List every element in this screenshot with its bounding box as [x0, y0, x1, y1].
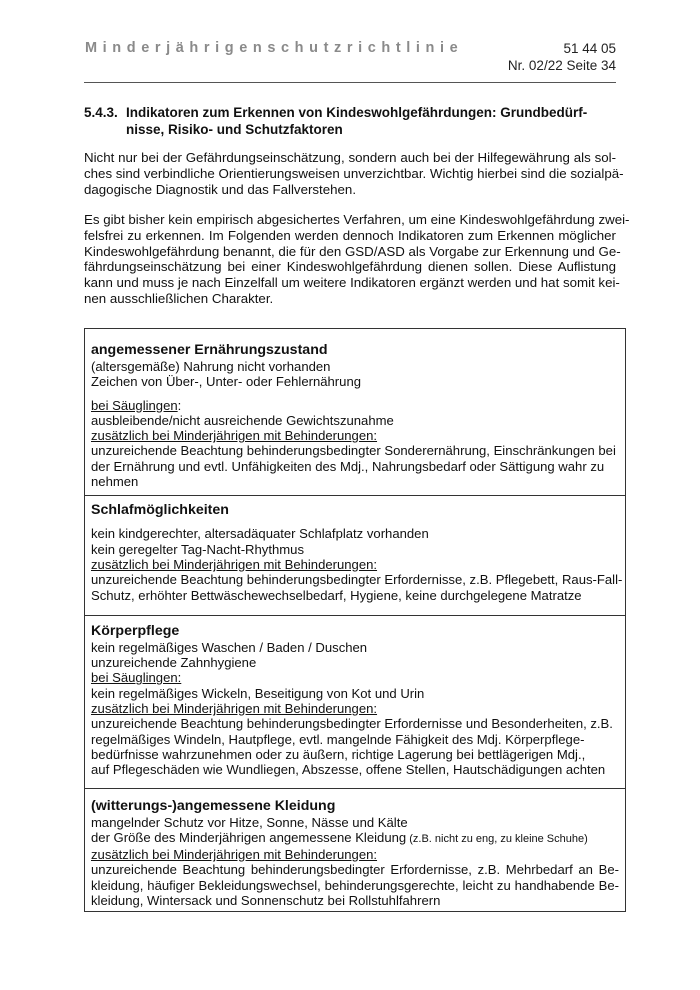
row-line: kein regelmäßiges Waschen / Baden / Duschen: [91, 639, 368, 655]
paragraph-line: nen ausschließlichen Charakter.: [84, 290, 274, 306]
row-line: unzureichende Beachtung behinderungsbedingter Sonderernährung, Einschränkungen bei: [91, 443, 616, 459]
table-row-sleep: [85, 496, 625, 615]
section-number: 5.4.3.: [84, 105, 118, 120]
row-line: Schutz, erhöhter Bettwäschewechselbedarf, Hygiene, keine durchgelegene Matratze: [91, 587, 582, 603]
indicator-table: [84, 328, 626, 912]
section-title-line: nisse, Risiko- und Schutzfaktoren: [126, 122, 343, 137]
row-line: unzureichende Zahnhygiene: [91, 655, 257, 671]
table-row-hygiene: [85, 616, 625, 789]
disability-label: zusätzlich bei Minderjährigen mit Behinderungen:: [91, 847, 378, 863]
row-line: unzureichende Beachtung behinderungsbedingter Erfordernisse, z.B. Mehrbedarf an Be-: [91, 862, 619, 878]
row-line: mangelnder Schutz vor Hitze, Sonne, Nässe und Kälte: [91, 814, 408, 830]
header-title: Minderjährigenschutzrichtlinie: [85, 40, 464, 56]
disability-label: zusätzlich bei Minderjährigen mit Behinderungen:: [91, 556, 378, 572]
row-line-with-note: [91, 830, 619, 847]
paragraph-intro: [84, 150, 624, 197]
row-line: kein kindgerechter, altersadäquater Schlafplatz vorhanden: [91, 526, 429, 542]
row-line: (altersgemäße) Nahrung nicht vorhanden: [91, 359, 331, 374]
header-reference: [508, 40, 616, 74]
row-title: Körperpflege: [91, 622, 180, 639]
disability-label: zusätzlich bei Minderjährigen mit Behinderungen:: [91, 701, 378, 717]
table-row-clothing: [85, 789, 625, 912]
paragraph-line: ches sind verbindliche Orientierungsweisen unverzichtbar. Wichtig hierbei sind die sozialpä-: [84, 165, 624, 181]
infants-colon: :: [177, 397, 182, 413]
paragraph-line: dagogische Diagnostik und das Fallverstehen.: [84, 181, 357, 197]
row-line: kleidung, häufiger Bekleidungswechsel, behinderungsgerechte, leicht zu handhabende Be-: [91, 877, 619, 893]
row-line: ausbleibende/nicht ausreichende Gewichtszunahme: [91, 412, 394, 428]
infants-label: bei Säuglingen: [91, 397, 178, 413]
row-line: auf Pflegeschäden wie Wundliegen, Abszesse, offene Stellen, Hautschädigungen achten: [91, 762, 606, 778]
paragraph-line: Kindeswohlgefährdung benannt, die für den GSD/ASD als Vorgabe zur Erkennung und Ge-: [84, 243, 621, 259]
header-page-number: Nr. 02/22 Seite 34: [507, 58, 616, 73]
row-line: bedürfnisse wahrzunehmen oder zu äußern, richtige Lagerung bei bettlägerigen Mdj.,: [91, 746, 586, 762]
header-code: 51 44 05: [563, 41, 616, 56]
paragraph-line: felsfrei zu erkennen. Im Folgenden werden dennoch Indikatoren zum Erkennen möglicher: [84, 227, 616, 243]
table-row-nutrition: [85, 329, 625, 496]
row-line: der Ernährung und evtl. Unfähigkeiten des Mdj., Nahrungsbedarf oder Sättigung wahr zu: [91, 458, 605, 474]
row-line: unzureichende Beachtung behinderungsbedingter Erfordernisse und Besonderheiten, z.B.: [91, 716, 613, 732]
disability-label: zusätzlich bei Minderjährigen mit Behinderungen:: [91, 428, 378, 444]
row-line: kleidung, Wintersack und Sonnenschutz bei Rollstuhlfahrern: [91, 893, 441, 909]
row-title: angemessener Ernährungszustand: [91, 342, 328, 358]
paragraph-line: kann und muss je nach Einzelfall um weitere Indikatoren ergänzt werden und hat somit kei-: [84, 275, 620, 291]
row-line: Zeichen von Über-, Unter- oder Fehlernährung: [91, 374, 362, 390]
header-divider: [84, 82, 616, 83]
paragraph-line: Nicht nur bei der Gefährdungseinschätzung, sondern auch bei der Hilfegewährung als sol-: [84, 150, 616, 165]
section-title-line: Indikatoren zum Erkennen von Kindeswohlgefährdungen: Grundbedürf-: [126, 105, 588, 120]
paragraph-indicators: [84, 212, 630, 307]
row-line: kein regelmäßiges Wickeln, Beseitigung von Kot und Urin: [91, 685, 425, 701]
row-text: der Größe des Minderjährigen angemessene Kleidung: [91, 829, 407, 845]
row-note: (z.B. nicht zu eng, zu kleine Schuhe): [406, 832, 588, 845]
paragraph-line: Es gibt bisher kein empirisch abgesichertes Verfahren, um eine Kindeswohlgefährdung zwei-: [84, 212, 630, 227]
row-line: regelmäßiges Windeln, Hautpflege, evtl. mangelnde Fähigkeit des Mdj. Körperpflege-: [91, 731, 585, 747]
row-line: unzureichende Beachtung behinderungsbedingter Erfordernisse, z.B. Pflegebett, Raus-Fall-: [91, 572, 623, 588]
row-line: kein geregelter Tag-Nacht-Rhythmus: [91, 541, 304, 557]
section-heading: [84, 104, 616, 138]
row-line: nehmen: [91, 474, 139, 490]
paragraph-line: fährdungseinschätzung bei einer Kindeswohlgefährdung dienen sollen. Diese Auflistung: [84, 259, 616, 275]
row-title: Schlafmöglichkeiten: [91, 502, 229, 519]
infants-label-line: [91, 398, 619, 413]
row-title: (witterungs-)angemessene Kleidung: [91, 797, 336, 814]
infants-label: bei Säuglingen:: [91, 670, 182, 686]
